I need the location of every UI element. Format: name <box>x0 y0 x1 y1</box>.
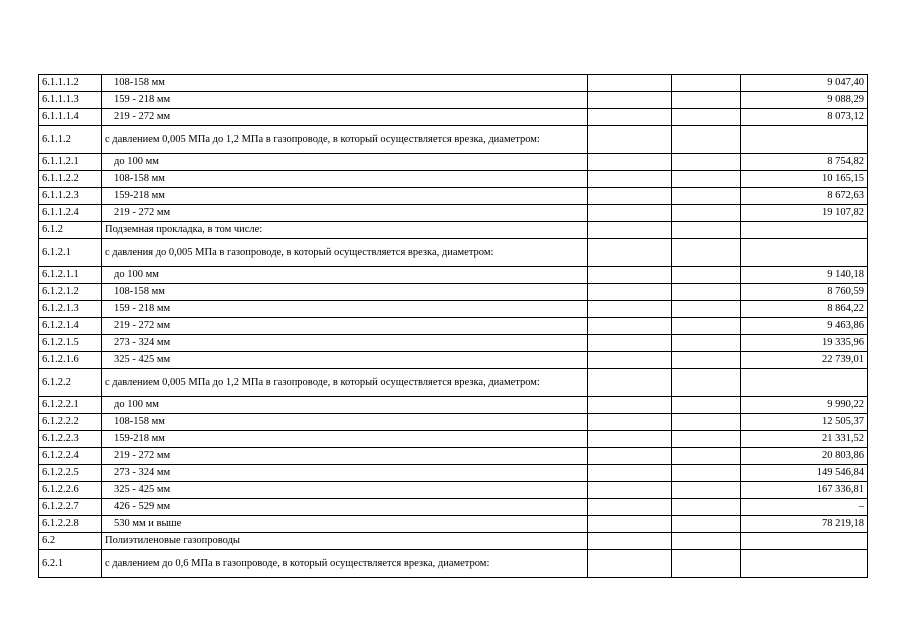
table-row <box>39 431 868 448</box>
row-name-cell: 273 - 324 мм <box>102 465 588 482</box>
row-value-cell: 8 760,59 <box>741 284 868 301</box>
row-empty-cell-a <box>588 482 672 499</box>
row-empty-cell-b <box>672 284 741 301</box>
row-code-cell: 6.2.1 <box>39 550 102 578</box>
row-code-cell: 6.1.2.2.1 <box>39 397 102 414</box>
row-code-cell: 6.1.2.1.1 <box>39 267 102 284</box>
row-value-cell: 21 331,52 <box>741 431 868 448</box>
row-code-cell: 6.1.2.2 <box>39 369 102 397</box>
row-empty-cell-a <box>588 550 672 578</box>
row-name-cell: 159 - 218 мм <box>102 92 588 109</box>
row-name-cell: с давлением 0,005 МПа до 1,2 МПа в газопроводе, в который осуществляется врезка, диаметром: <box>102 126 588 154</box>
row-code-cell: 6.1.2.1.5 <box>39 335 102 352</box>
row-name-cell: до 100 мм <box>102 154 588 171</box>
row-code-cell: 6.1.1.1.2 <box>39 75 102 92</box>
row-name-cell: до 100 мм <box>102 267 588 284</box>
table-row <box>39 75 868 92</box>
tariff-table <box>38 74 868 578</box>
row-value-cell: 20 803,86 <box>741 448 868 465</box>
row-empty-cell-b <box>672 205 741 222</box>
row-empty-cell-a <box>588 75 672 92</box>
row-value-cell: 8 754,82 <box>741 154 868 171</box>
row-name-cell: 219 - 272 мм <box>102 109 588 126</box>
row-empty-cell-b <box>672 516 741 533</box>
row-empty-cell-b <box>672 335 741 352</box>
row-empty-cell-a <box>588 533 672 550</box>
row-value-cell <box>741 533 868 550</box>
table-row <box>39 126 868 154</box>
row-value-cell: 12 505,37 <box>741 414 868 431</box>
table-row <box>39 465 868 482</box>
row-empty-cell-b <box>672 188 741 205</box>
row-name-cell: до 100 мм <box>102 397 588 414</box>
row-code-cell: 6.1.2.1 <box>39 239 102 267</box>
row-empty-cell-a <box>588 301 672 318</box>
row-empty-cell-a <box>588 369 672 397</box>
row-code-cell: 6.1.2.1.3 <box>39 301 102 318</box>
row-empty-cell-b <box>672 414 741 431</box>
row-empty-cell-a <box>588 431 672 448</box>
row-empty-cell-b <box>672 301 741 318</box>
row-value-cell: 78 219,18 <box>741 516 868 533</box>
table-row <box>39 171 868 188</box>
row-empty-cell-b <box>672 465 741 482</box>
row-name-cell: 159-218 мм <box>102 431 588 448</box>
row-empty-cell-a <box>588 126 672 154</box>
table-row <box>39 188 868 205</box>
row-code-cell: 6.1.2.1.2 <box>39 284 102 301</box>
row-code-cell: 6.1.2.1.4 <box>39 318 102 335</box>
row-name-cell: 530 мм и выше <box>102 516 588 533</box>
row-code-cell: 6.1.1.2 <box>39 126 102 154</box>
table-row <box>39 414 868 431</box>
row-value-cell: 167 336,81 <box>741 482 868 499</box>
row-empty-cell-b <box>672 533 741 550</box>
row-empty-cell-b <box>672 154 741 171</box>
row-empty-cell-a <box>588 448 672 465</box>
row-name-cell: 108-158 мм <box>102 284 588 301</box>
row-code-cell: 6.1.2.2.6 <box>39 482 102 499</box>
row-name-cell: 108-158 мм <box>102 171 588 188</box>
row-empty-cell-b <box>672 369 741 397</box>
row-empty-cell-a <box>588 154 672 171</box>
table-row <box>39 284 868 301</box>
row-name-cell: 426 - 529 мм <box>102 499 588 516</box>
table-row <box>39 499 868 516</box>
row-code-cell: 6.1.1.2.4 <box>39 205 102 222</box>
table-row <box>39 335 868 352</box>
table-row <box>39 267 868 284</box>
table-row <box>39 482 868 499</box>
row-name-cell: Полиэтиленовые газопроводы <box>102 533 588 550</box>
table-row <box>39 92 868 109</box>
row-value-cell: 8 672,63 <box>741 188 868 205</box>
row-empty-cell-b <box>672 171 741 188</box>
row-empty-cell-a <box>588 318 672 335</box>
row-empty-cell-a <box>588 335 672 352</box>
row-name-cell: с давлением 0,005 МПа до 1,2 МПа в газопроводе, в который осуществляется врезка, диаметром: <box>102 369 588 397</box>
table-row <box>39 301 868 318</box>
row-value-cell: 19 335,96 <box>741 335 868 352</box>
row-value-cell <box>741 126 868 154</box>
row-name-cell: 219 - 272 мм <box>102 318 588 335</box>
row-code-cell: 6.1.1.1.4 <box>39 109 102 126</box>
table-row <box>39 318 868 335</box>
row-code-cell: 6.1.2 <box>39 222 102 239</box>
row-empty-cell-a <box>588 188 672 205</box>
row-empty-cell-a <box>588 465 672 482</box>
table-row <box>39 154 868 171</box>
table-row <box>39 516 868 533</box>
row-empty-cell-a <box>588 239 672 267</box>
row-name-cell: с давлением до 0,6 МПа в газопроводе, в который осуществляется врезка, диаметром: <box>102 550 588 578</box>
row-name-cell: 219 - 272 мм <box>102 205 588 222</box>
row-value-cell: 149 546,84 <box>741 465 868 482</box>
table-row <box>39 448 868 465</box>
table-row <box>39 109 868 126</box>
row-empty-cell-a <box>588 516 672 533</box>
row-value-cell: 9 463,86 <box>741 318 868 335</box>
row-empty-cell-a <box>588 92 672 109</box>
row-empty-cell-b <box>672 318 741 335</box>
row-name-cell: 325 - 425 мм <box>102 482 588 499</box>
row-value-cell: 22 739,01 <box>741 352 868 369</box>
row-empty-cell-b <box>672 352 741 369</box>
row-empty-cell-a <box>588 352 672 369</box>
row-code-cell: 6.1.1.2.2 <box>39 171 102 188</box>
row-empty-cell-a <box>588 205 672 222</box>
row-value-cell: 8 073,12 <box>741 109 868 126</box>
table-row <box>39 533 868 550</box>
row-empty-cell-a <box>588 397 672 414</box>
row-code-cell: 6.1.2.2.8 <box>39 516 102 533</box>
row-code-cell: 6.1.2.1.6 <box>39 352 102 369</box>
row-empty-cell-b <box>672 482 741 499</box>
row-empty-cell-b <box>672 499 741 516</box>
row-empty-cell-b <box>672 92 741 109</box>
row-code-cell: 6.1.1.2.1 <box>39 154 102 171</box>
row-value-cell: 8 864,22 <box>741 301 868 318</box>
row-empty-cell-b <box>672 267 741 284</box>
row-empty-cell-b <box>672 397 741 414</box>
row-name-cell: 325 - 425 мм <box>102 352 588 369</box>
row-empty-cell-a <box>588 222 672 239</box>
row-empty-cell-a <box>588 284 672 301</box>
row-empty-cell-b <box>672 75 741 92</box>
row-empty-cell-a <box>588 414 672 431</box>
row-empty-cell-a <box>588 267 672 284</box>
row-empty-cell-b <box>672 448 741 465</box>
table-row <box>39 369 868 397</box>
row-empty-cell-b <box>672 126 741 154</box>
row-code-cell: 6.1.2.2.4 <box>39 448 102 465</box>
row-value-cell <box>741 239 868 267</box>
table-row <box>39 239 868 267</box>
row-value-cell: 19 107,82 <box>741 205 868 222</box>
row-value-cell: – <box>741 499 868 516</box>
table-row <box>39 550 868 578</box>
row-empty-cell-a <box>588 109 672 126</box>
row-empty-cell-b <box>672 109 741 126</box>
row-code-cell: 6.1.1.2.3 <box>39 188 102 205</box>
row-name-cell: Подземная прокладка, в том числе: <box>102 222 588 239</box>
row-empty-cell-b <box>672 550 741 578</box>
row-code-cell: 6.1.2.2.5 <box>39 465 102 482</box>
row-value-cell: 9 047,40 <box>741 75 868 92</box>
row-name-cell: 108-158 мм <box>102 75 588 92</box>
row-name-cell: 219 - 272 мм <box>102 448 588 465</box>
row-empty-cell-b <box>672 222 741 239</box>
table-row <box>39 397 868 414</box>
row-value-cell <box>741 369 868 397</box>
row-name-cell: 108-158 мм <box>102 414 588 431</box>
row-value-cell <box>741 550 868 578</box>
row-code-cell: 6.1.1.1.3 <box>39 92 102 109</box>
row-empty-cell-a <box>588 171 672 188</box>
table-row <box>39 352 868 369</box>
row-code-cell: 6.1.2.2.7 <box>39 499 102 516</box>
row-empty-cell-b <box>672 239 741 267</box>
row-value-cell: 9 088,29 <box>741 92 868 109</box>
row-name-cell: 159-218 мм <box>102 188 588 205</box>
row-name-cell: с давления до 0,005 МПа в газопроводе, в который осуществляется врезка, диаметром: <box>102 239 588 267</box>
row-name-cell: 159 - 218 мм <box>102 301 588 318</box>
row-name-cell: 273 - 324 мм <box>102 335 588 352</box>
row-empty-cell-b <box>672 431 741 448</box>
row-code-cell: 6.2 <box>39 533 102 550</box>
table-row <box>39 205 868 222</box>
row-value-cell: 9 140,18 <box>741 267 868 284</box>
row-code-cell: 6.1.2.2.3 <box>39 431 102 448</box>
row-value-cell <box>741 222 868 239</box>
row-code-cell: 6.1.2.2.2 <box>39 414 102 431</box>
row-value-cell: 9 990,22 <box>741 397 868 414</box>
table-row <box>39 222 868 239</box>
table-body <box>39 75 868 578</box>
row-value-cell: 10 165,15 <box>741 171 868 188</box>
row-empty-cell-a <box>588 499 672 516</box>
